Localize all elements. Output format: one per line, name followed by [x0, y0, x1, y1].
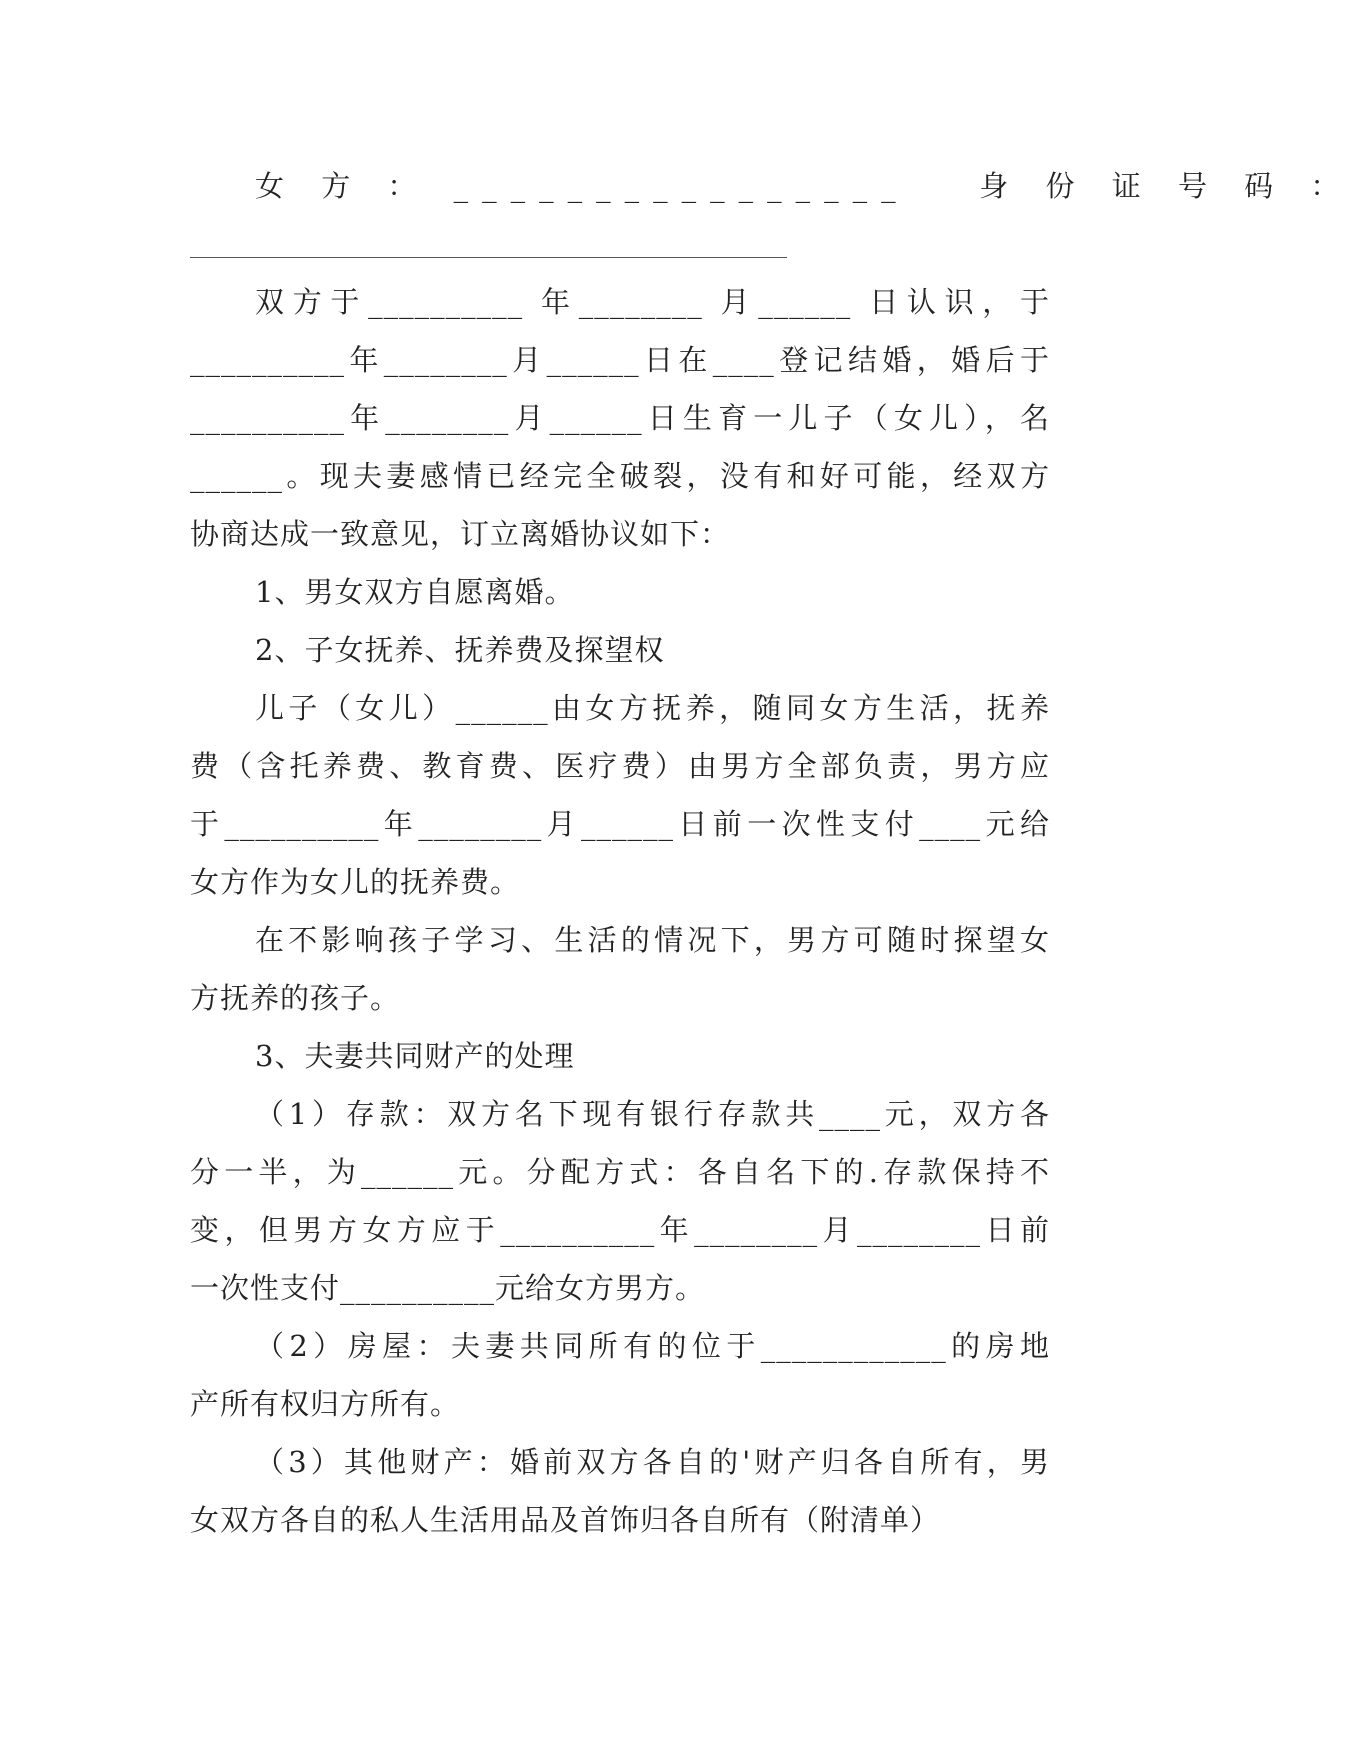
paragraph-line: 费（含托养费、教育费、医疗费）由男方全部负责，男方应	[190, 749, 1050, 783]
paragraph-line: 双方于__________ 年________ 月______ 日认识，于	[255, 285, 1050, 319]
paragraph-line: （1）存款：双方名下现有银行存款共____元，双方各	[255, 1097, 1050, 1131]
paragraph-line: __________年________月______日生育一儿子（女儿），名	[190, 401, 1050, 435]
clause-heading: 2、子女抚养、抚养费及探望权	[255, 633, 665, 667]
paragraph-line: （3）其他财产：婚前双方各自的'财产归各自所有，男	[255, 1445, 1050, 1479]
paragraph-line: 方抚养的孩子。	[190, 981, 401, 1015]
paragraph-line: 在不影响孩子学习、生活的情况下，男方可随时探望女	[255, 923, 1050, 957]
id-number-blank-line	[190, 257, 787, 258]
female-id-line: 女 方 ： ________________ 身 份 证 号 码 ：	[255, 169, 1353, 203]
paragraph-line: 女双方各自的私人生活用品及首饰归各自所有（附清单）	[190, 1503, 941, 1537]
paragraph-line: 于__________年________月______日前一次性支付____元给	[190, 807, 1050, 841]
paragraph-line: 变，但男方女方应于__________年________月________日前	[190, 1213, 1050, 1247]
paragraph-line: 一次性支付__________元给女方男方。	[190, 1271, 706, 1305]
paragraph-line: 儿子（女儿）______由女方抚养，随同女方生活，抚养	[255, 691, 1050, 725]
paragraph-line: （2）房屋：夫妻共同所有的位于____________的房地	[255, 1329, 1050, 1363]
clause-heading: 3、夫妻共同财产的处理	[255, 1039, 575, 1073]
paragraph-line: __________年________月______日在____登记结婚，婚后于	[190, 343, 1050, 377]
paragraph-line: 女方作为女儿的抚养费。	[190, 865, 521, 899]
paragraph-line: ______。现夫妻感情已经完全破裂，没有和好可能，经双方	[190, 459, 1050, 493]
paragraph-line: 产所有权归方所有。	[190, 1387, 461, 1421]
clause-heading: 1、男女双方自愿离婚。	[255, 575, 575, 609]
paragraph-line: 协商达成一致意见，订立离婚协议如下：	[190, 517, 731, 551]
paragraph-line: 分一半，为______元。分配方式：各自名下的.存款保持不	[190, 1155, 1050, 1189]
